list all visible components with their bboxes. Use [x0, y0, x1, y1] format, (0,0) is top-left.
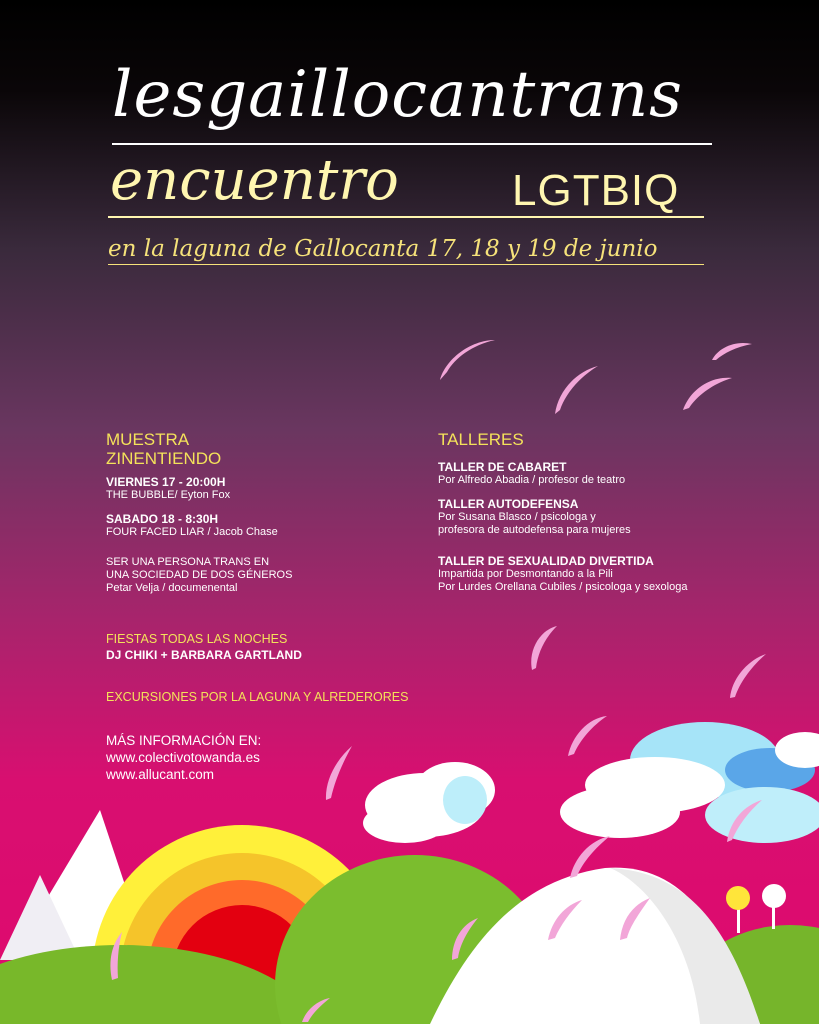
bird [712, 343, 752, 360]
workshop-3 [438, 554, 687, 594]
subtitle-underline [108, 216, 704, 218]
fiestas-heading: FIESTAS TODAS LAS NOCHES [106, 632, 288, 646]
workshop-detail: Por Lurdes Orellana Cubiles / psicologa y sexologa [438, 581, 688, 593]
fiestas-section [106, 632, 302, 662]
website-link-allucant[interactable]: www.allucant.com [106, 767, 215, 782]
screening-title-line1: SER UNA PERSONA TRANS EN [106, 556, 270, 568]
screening-1 [106, 475, 230, 502]
workshop-detail: Por Alfredo Abadia / profesor de teatro [438, 474, 626, 486]
event-subtitle: encuentro [110, 148, 399, 213]
workshop-title: TALLER DE CABARET [438, 460, 567, 474]
bird [555, 366, 598, 414]
screening-2 [106, 512, 278, 539]
workshop-detail: profesora de autodefensa para mujeres [438, 524, 631, 536]
talleres-heading: TALLERES [438, 430, 524, 449]
workshop-detail: Impartida por Desmontando a la Pili [438, 568, 613, 580]
workshop-title: TALLER AUTODEFENSA [438, 497, 579, 511]
title-underline [112, 143, 712, 145]
bird [568, 716, 607, 756]
workshop-1 [438, 460, 625, 487]
bird [730, 654, 766, 698]
bird [440, 340, 495, 380]
workshop-2 [438, 497, 631, 537]
screening-date: SABADO 18 - 8:30H [106, 512, 219, 526]
screening-date: VIERNES 17 - 20:00H [106, 475, 226, 489]
poster-title: lesgaillocantrans [112, 58, 683, 132]
cloud-center [363, 762, 495, 843]
info-section [106, 732, 261, 783]
excursiones-text: EXCURSIONES POR LA LAGUNA Y ALREDERORES [106, 690, 409, 704]
bird [326, 746, 352, 800]
website-link-towanda[interactable]: www.colectivotowanda.es [106, 750, 260, 765]
screening-title: THE BUBBLE/ Eyton Fox [106, 489, 231, 501]
screening-title-line2: UNA SOCIEDAD DE DOS GÉNEROS [106, 569, 293, 581]
screening-credit: Petar Velja / documenental [106, 582, 238, 594]
bird [531, 626, 557, 670]
muestra-heading-line1: MUESTRA [106, 430, 190, 449]
tagline-underline [108, 264, 704, 265]
info-heading: MÁS INFORMACIÓN EN: [106, 733, 262, 748]
workshop-title: TALLER DE SEXUALIDAD DIVERTIDA [438, 554, 654, 568]
location-dates: en la laguna de Gallocanta 17, 18 y 19 de junio [108, 236, 658, 262]
screening-3 [106, 556, 292, 595]
workshop-detail: Por Susana Blasco / psicologa y [438, 511, 596, 523]
muestra-heading [106, 430, 221, 468]
screening-title: FOUR FACED LIAR / Jacob Chase [106, 526, 278, 538]
bird [683, 378, 732, 410]
event-subtitle-caps: LGTBIQ [512, 166, 680, 215]
fiestas-djs: DJ CHIKI + BARBARA GARTLAND [106, 648, 302, 662]
cloud-right [560, 722, 819, 843]
muestra-heading-line2: ZINENTIENDO [106, 449, 222, 468]
